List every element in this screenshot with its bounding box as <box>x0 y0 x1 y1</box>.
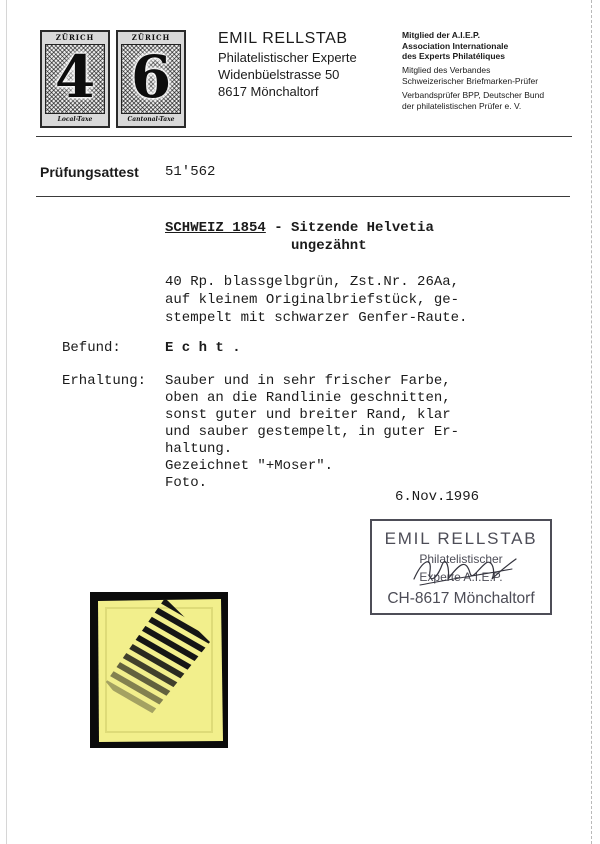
country-year: SCHWEIZ 1854 <box>165 220 266 236</box>
membership-line: Schweizerischer Briefmarken-Prüfer <box>402 75 539 86</box>
description-line: stempelt mit schwarzer Genfer-Raute. <box>165 310 468 326</box>
expert-title: Philatelistischer Experte <box>218 50 357 65</box>
stamp-bottom-text: Local-Taxe <box>57 116 93 123</box>
scan-edge-left <box>6 0 7 844</box>
rubber-stamp-address: CH-8617 Mönchaltorf <box>387 590 535 607</box>
certificate-label: Prüfungsattest <box>40 164 139 180</box>
certificate-number: 51'562 <box>165 164 216 180</box>
stamp-digit: 6 <box>130 43 172 111</box>
erhaltung-line: Sauber und in sehr frischer Farbe, <box>165 373 451 389</box>
rubber-stamp-line: Experte A.I.E.P. <box>419 570 503 584</box>
zurich-4-stamp-logo <box>40 30 110 128</box>
stamp-top-text: ZÜRICH <box>55 33 95 42</box>
membership-line: des Experts Philatéliques <box>402 51 505 61</box>
stamp-bottom-text: Cantonal-Taxe <box>127 116 175 123</box>
issue-name: - Sitzende Helvetia <box>274 220 434 236</box>
stamp-top-text: ZÜRICH <box>131 33 171 42</box>
variety: ungezähnt <box>291 238 367 254</box>
befund-label: Befund: <box>62 340 121 356</box>
section-divider <box>36 196 570 197</box>
description-line: 40 Rp. blassgelbgrün, Zst.Nr. 26Aa, <box>165 274 460 290</box>
erhaltung-line: Foto. <box>165 475 208 491</box>
membership-line: Association Internationale <box>402 40 509 51</box>
erhaltung-label: Erhaltung: <box>62 373 147 389</box>
stamp-title-line <box>165 219 434 237</box>
expert-street: Widenbüelstrasse 50 <box>218 67 340 82</box>
erhaltung-line: haltung. <box>165 441 233 457</box>
erhaltung-line: oben an die Randlinie geschnitten, <box>165 390 451 406</box>
erhaltung-line: Gezeichnet "+Moser". <box>165 458 334 474</box>
zurich-6-stamp-logo <box>116 30 186 128</box>
rubber-stamp-line: Philatelistischer <box>419 552 503 566</box>
membership-line: Verbandsprüfer BPP, Deutscher Bund <box>402 90 545 100</box>
stamp-digit: 4 <box>54 43 96 111</box>
scan-edge-right <box>591 0 592 844</box>
certificate-date: 6.Nov.1996 <box>395 489 480 505</box>
description-line: auf kleinem Originalbriefstück, ge- <box>165 292 460 308</box>
membership-line: Mitglied der A.I.E.P. <box>402 30 480 40</box>
membership-line: Mitglied des Verbandes <box>402 65 491 75</box>
befund-value: E c h t . <box>165 340 241 356</box>
handwritten-signature <box>370 519 552 615</box>
header-divider <box>36 136 572 137</box>
erhaltung-line: und sauber gestempelt, in guter Er- <box>165 424 460 440</box>
expert-name: EMIL RELLSTAB <box>218 30 348 47</box>
expert-city: 8617 Mönchaltorf <box>218 84 319 99</box>
stamp-photo <box>90 592 228 748</box>
erhaltung-line: sonst guter und breiter Rand, klar <box>165 407 451 423</box>
membership-line: der philatelistischen Prüfer e. V. <box>402 100 522 111</box>
rubber-stamp-name: EMIL RELLSTAB <box>384 529 538 548</box>
stamp-paper <box>98 599 223 742</box>
